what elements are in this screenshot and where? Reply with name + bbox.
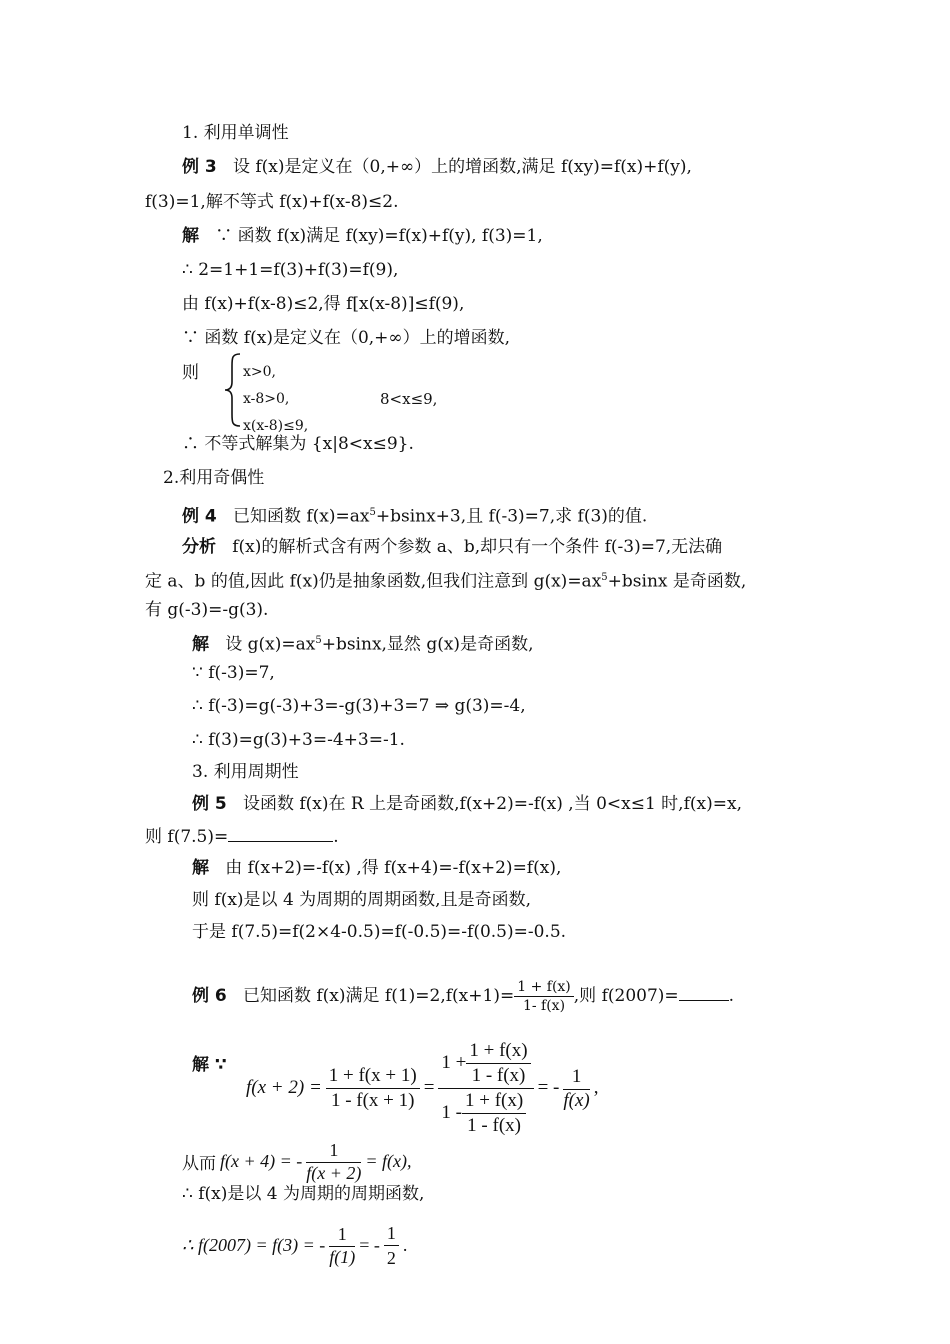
final-answer — [182, 1218, 407, 1272]
derivation-fraction — [306, 1138, 361, 1184]
comma: , — [593, 1077, 599, 1098]
example-6-question — [192, 974, 734, 1018]
q-part-b: +bsinx+3,且 f(-3)=7,求 f(3)的值. — [375, 506, 648, 527]
example-4-solution-line-1 — [192, 630, 533, 656]
example-4-solution-line-3: ∴ f(-3)=g(-3)+3=-g(3)+3=7 ⇒ g(3)=-4, — [192, 696, 526, 716]
analysis-text: f(x)的解析式含有两个参数 a、b,却只有一个条件 f(-3)=7,无法确 — [232, 537, 723, 557]
section-1-title: 1. 利用单调性 — [182, 123, 289, 143]
example-3-conclusion: ∴ 不等式解集为 {x|8<x≤9}. — [182, 434, 414, 454]
solution-part-a: 设 g(x)=ax — [225, 634, 316, 655]
system-result: 8<x≤9, — [380, 390, 438, 408]
question-end: . — [728, 986, 735, 1006]
periodic-conclusion: ∴ f(x)是以 4 为周期的周期函数, — [182, 1184, 425, 1204]
example-5-question-line-2 — [145, 825, 339, 848]
section-3-title: 3. 利用周期性 — [192, 762, 299, 782]
example-3-solution-line-2: ∴ 2=1+1=f(3)+f(3)=f(9), — [182, 260, 399, 280]
example-3-question-line-1 — [182, 156, 692, 178]
question-part-b: ,则 f(2007)= — [573, 986, 679, 1006]
condition-1: x>0, — [243, 364, 276, 380]
denominator: 1 - f(x) — [471, 1064, 526, 1086]
equals-negative: = - — [359, 1234, 380, 1255]
one-minus: 1 - — [441, 1102, 462, 1123]
first-fraction — [326, 1064, 420, 1113]
example-5-label: 例 5 — [192, 794, 227, 814]
numerator: 1 + f(x + 1) — [326, 1064, 420, 1089]
example-5-solution-line-2: 则 f(x)是以 4 为周期的周期函数,且是奇函数, — [192, 890, 531, 910]
numerator: 1 + f(x) — [466, 1039, 530, 1064]
formula-lhs: f(x + 2) = — [246, 1077, 322, 1098]
analysis-label: 分析 — [182, 537, 216, 557]
compound-denominator — [438, 1089, 533, 1138]
numerator: 1 — [563, 1065, 589, 1090]
example-4-analysis-line-3: 有 g(-3)=-g(3). — [145, 600, 269, 620]
example-4-label: 例 4 — [182, 506, 217, 527]
solution-label: 解 — [192, 858, 209, 878]
answer-fraction-2 — [384, 1221, 399, 1270]
numerator: 1 — [306, 1138, 361, 1163]
condition-3: x(x-8)≤9, — [243, 418, 309, 434]
question-part-a: 已知函数 f(x)满足 f(1)=2,f(x+1)= — [242, 986, 515, 1006]
denominator: f(x) — [563, 1089, 590, 1111]
numerator: 1 + f(x) — [462, 1089, 526, 1114]
denominator: 1 - f(x + 1) — [330, 1089, 415, 1111]
analysis-part-b: +bsinx 是奇函数, — [607, 571, 747, 592]
numerator: 1 — [384, 1221, 399, 1246]
compound-fraction — [438, 1039, 533, 1138]
equals-sign: = — [423, 1077, 435, 1098]
inner-fraction-bottom — [462, 1089, 526, 1138]
inner-fraction-top — [466, 1039, 530, 1088]
derivation-lhs: f(x + 4) = - — [220, 1150, 303, 1171]
compound-numerator — [438, 1039, 533, 1089]
therefore-word: 从而 — [182, 1153, 216, 1174]
condition-2: x-8>0, — [243, 391, 290, 407]
solution-text: 由 f(x+2)=-f(x) ,得 f(x+4)=-f(x+2)=f(x), — [225, 858, 562, 878]
example-3-solution-line-1 — [182, 225, 543, 247]
numerator: 1 — [329, 1222, 355, 1247]
example-4-solution-line-4: ∴ f(3)=g(3)+3=-4+3=-1. — [192, 730, 405, 750]
answer-lhs: ∴ f(2007) = f(3) = - — [182, 1234, 326, 1255]
equals-negative: = - — [537, 1077, 560, 1098]
answer-blank[interactable] — [679, 984, 729, 1001]
denominator: f(x + 2) — [306, 1163, 362, 1183]
recurrence-formula — [246, 1038, 599, 1138]
fraction-numerator: 1 + f(x) — [514, 978, 574, 997]
system-brace — [222, 352, 244, 428]
fraction-denominator: 1- f(x) — [522, 998, 566, 1014]
q-part-a: 已知函数 f(x)=ax — [232, 506, 370, 527]
denominator: 2 — [386, 1247, 396, 1268]
solution-label: 解 — [182, 226, 199, 246]
analysis-part-a: 定 a、b 的值,因此 f(x)仍是抽象函数,但我们注意到 g(x)=ax — [145, 571, 602, 592]
example-6-label: 例 6 — [192, 986, 227, 1006]
answer-fraction-1 — [329, 1222, 355, 1268]
question-text: 设函数 f(x)在 R 上是奇函数,f(x+2)=-f(x) ,当 0<x≤1 时,f(x)=x, — [242, 794, 742, 814]
example-4-analysis-line-2 — [145, 567, 746, 593]
answer-blank[interactable] — [228, 825, 333, 842]
section-2-title: 2.利用奇偶性 — [163, 468, 265, 488]
then-label: 则 — [182, 363, 199, 383]
question-text: 则 f(7.5)= — [145, 827, 229, 847]
question-fraction — [514, 978, 574, 1015]
example-3-solution-line-4: ∵ 函数 f(x)是定义在（0,+∞）上的增函数, — [182, 328, 510, 348]
solution-label: 解 — [192, 634, 209, 655]
example-6-solution-label: 解 ∵ — [192, 1055, 227, 1075]
example-4-question — [182, 502, 647, 528]
example-4-analysis-line-1 — [182, 536, 722, 558]
derivation-rhs: = f(x), — [365, 1150, 412, 1171]
period-derivation — [182, 1136, 412, 1186]
example-5-solution-line-1 — [192, 857, 561, 879]
one-plus: 1 + — [441, 1052, 467, 1073]
denominator: f(1) — [329, 1247, 356, 1267]
example-3-label: 例 3 — [182, 157, 217, 177]
exponent: 5 — [315, 635, 322, 646]
example-3-question-line-2: f(3)=1,解不等式 f(x)+f(x-8)≤2. — [145, 192, 399, 212]
solution-text: ∵ 函数 f(x)满足 f(xy)=f(x)+f(y), f(3)=1, — [215, 226, 543, 246]
exponent: 5 — [601, 572, 608, 583]
example-5-question-line-1 — [192, 793, 742, 815]
denominator: 1 - f(x) — [467, 1114, 521, 1136]
example-3-question-text-1: 设 f(x)是定义在（0,+∞）上的增函数,满足 f(xy)=f(x)+f(y), — [232, 157, 692, 177]
exponent: 5 — [369, 507, 376, 518]
example-4-solution-line-2: ∵ f(-3)=7, — [192, 663, 275, 683]
final-fraction — [563, 1065, 589, 1112]
period-mark: . — [402, 1234, 408, 1255]
question-end: . — [333, 827, 339, 847]
example-5-solution-line-3: 于是 f(7.5)=f(2×4-0.5)=f(-0.5)=-f(0.5)=-0.5. — [192, 922, 567, 942]
solution-part-b: +bsinx,显然 g(x)是奇函数, — [321, 634, 534, 655]
example-3-solution-line-3: 由 f(x)+f(x-8)≤2,得 f[x(x-8)]≤f(9), — [182, 294, 465, 314]
